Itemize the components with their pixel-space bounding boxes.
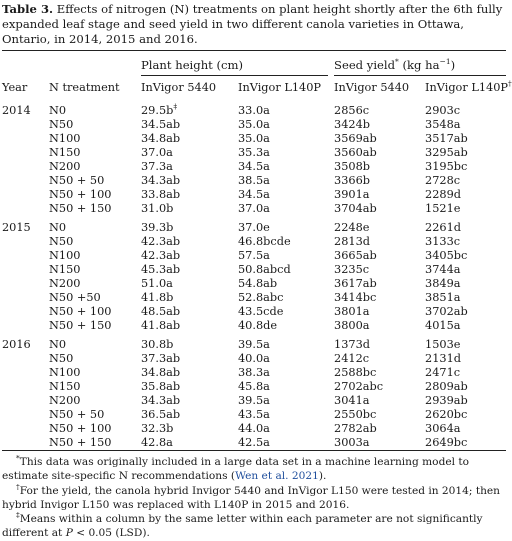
seed-yield-v1-cell: 2702abc <box>334 380 384 393</box>
plant-height-v1-cell: 34.8ab <box>141 132 181 145</box>
citation-link[interactable]: Wen et al. 2021 <box>235 470 319 483</box>
seed-yield-v2-cell: 3548a <box>425 118 461 131</box>
seed-yield-v1-cell: 3901a <box>334 188 370 201</box>
table-row <box>2 132 506 146</box>
plant-height-v1-cell: 36.5ab <box>141 408 181 421</box>
year-cell: 2015 <box>2 221 31 234</box>
n-treatment-cell: N200 <box>49 277 81 290</box>
plant-height-group-header: Plant height (cm) <box>141 51 334 78</box>
plant-height-v2-cell: 35.0a <box>238 132 270 145</box>
seed-yield-v2-cell: 2939ab <box>425 394 468 407</box>
plant-height-v2-cell: 33.0a <box>238 104 270 117</box>
seed-yield-v2-cell: 2903c <box>425 104 461 117</box>
group-header-row <box>2 51 506 78</box>
year-cell: 2016 <box>2 338 31 351</box>
seed-yield-v2-cell: 4015a <box>425 319 461 332</box>
table-row <box>2 291 506 305</box>
n-treatment-cell: N50 + 100 <box>49 305 112 318</box>
year-cell <box>2 366 49 380</box>
plant-height-v1-cell: 39.3b <box>141 221 174 234</box>
plant-height-v1-cell: 35.8ab <box>141 380 181 393</box>
table-row <box>2 366 506 380</box>
plant-height-v2-cell: 39.5a <box>238 394 270 407</box>
year-cell <box>2 118 49 132</box>
n-treatment-cell: N200 <box>49 160 81 173</box>
plant-height-v2-cell: 40.8de <box>238 319 278 332</box>
table-row <box>2 338 506 352</box>
n-treatment-cell: N100 <box>49 132 81 145</box>
plant-height-v1-cell: 37.3a <box>141 160 173 173</box>
n-treatment-cell: N150 <box>49 380 81 393</box>
seed-yield-v1-header: InVigor 5440 <box>334 81 410 94</box>
seed-yield-v1-cell: 2782ab <box>334 422 377 435</box>
seed-yield-v1-cell: 2550bc <box>334 408 377 421</box>
year-cell <box>2 291 49 305</box>
seed-yield-v2-cell: 2289d <box>425 188 461 201</box>
seed-yield-v1-cell: 2856c <box>334 104 370 117</box>
year-cell <box>2 146 49 160</box>
plant-height-v1-cell: 41.8b <box>141 291 174 304</box>
year-cell <box>2 202 49 216</box>
plant-height-v2-cell: 37.0a <box>238 202 270 215</box>
n-treatment-cell: N50 <box>49 352 74 365</box>
table-row <box>2 160 506 174</box>
seed-yield-v2-cell: 3195bc <box>425 160 468 173</box>
plant-height-v1-cell: 29.5b‡ <box>141 102 178 117</box>
year-cell <box>2 174 49 188</box>
plant-height-v2-cell: 38.3a <box>238 366 270 379</box>
year-cell <box>2 277 49 291</box>
n-treatment-cell: N0 <box>49 221 67 234</box>
table-row <box>2 394 506 408</box>
year-cell <box>2 319 49 333</box>
plant-height-v2-cell: 42.5a <box>238 436 334 451</box>
table-caption-text: Effects of nitrogen (N) treatments on plant height shortly after the 6th fully expanded leaf stage and seed yield in two different canola varieties in Ottawa, Ontario, in 2014, 2015 and 2016. <box>2 2 503 46</box>
seed-yield-v2-header: InVigor L140P† <box>425 79 512 94</box>
year-cell <box>2 352 49 366</box>
seed-yield-v1-cell: 3424b <box>334 118 370 131</box>
n-treatment-cell: N150 <box>49 146 81 159</box>
seed-yield-v1-cell: 3041a <box>334 394 370 407</box>
footnote-significance: ‡Means within a column by the same letter within each parameter are not significantly different at P < 0.05 (LSD). <box>2 510 483 540</box>
n-treatment-cell: N150 <box>49 263 81 276</box>
seed-yield-v2-cell: 2131d <box>425 352 461 365</box>
plant-height-v1-cell: 41.8ab <box>141 319 181 332</box>
n-treatment-cell: N0 <box>49 104 67 117</box>
table-row <box>2 408 506 422</box>
year-cell <box>2 422 49 436</box>
seed-yield-v1-cell: 2412c <box>334 352 370 365</box>
year-cell <box>2 263 49 277</box>
seed-yield-v2-cell: 1521e <box>425 202 461 215</box>
table-caption <box>2 2 506 47</box>
plant-height-v2-cell: 40.0a <box>238 352 270 365</box>
table-row <box>2 235 506 249</box>
plant-height-v2-cell: 43.5a <box>238 408 270 421</box>
seed-yield-group-header: Seed yield* (kg $ha^{-1}$) <box>334 51 506 78</box>
plant-height-v1-cell: 45.3ab <box>141 263 181 276</box>
table-row <box>2 380 506 394</box>
year-header: Year <box>2 81 28 94</box>
table-row <box>2 422 506 436</box>
n-treatment-cell: N50 <box>49 118 74 131</box>
table-body <box>2 99 506 451</box>
n-treatment-cell: N200 <box>49 394 81 407</box>
seed-yield-v1-cell: 3366b <box>334 174 370 187</box>
plant-height-v2-cell: 45.8a <box>238 380 270 393</box>
plant-height-v2-cell: 52.8abc <box>238 291 284 304</box>
n-treatment-cell: N0 <box>49 338 67 351</box>
seed-yield-v2-cell: 2620bc <box>425 408 468 421</box>
n-treatment-cell: N100 <box>49 249 81 262</box>
plant-height-v1-cell: 30.8b <box>141 338 174 351</box>
table-row <box>2 352 506 366</box>
plant-height-v1-cell: 51.0a <box>141 277 173 290</box>
seed-yield-v2-cell: 2728c <box>425 174 461 187</box>
plant-height-v1-cell: 34.8ab <box>141 366 181 379</box>
plant-height-v2-cell: 54.8ab <box>238 277 278 290</box>
plant-height-v1-cell: 42.8a <box>141 436 238 451</box>
seed-yield-v1-cell: 3235c <box>334 263 370 276</box>
table-row <box>2 104 506 118</box>
table-row <box>2 202 506 216</box>
results-table <box>2 50 512 451</box>
seed-yield-v1-cell: 3704ab <box>334 202 377 215</box>
n-treatment-cell: N50 +50 <box>49 291 101 304</box>
year-cell <box>2 132 49 146</box>
seed-yield-v2-cell: 3295ab <box>425 146 468 159</box>
table-row <box>2 263 506 277</box>
plant-height-v1-cell: 48.5ab <box>141 305 181 318</box>
seed-yield-v2-cell: 3851a <box>425 291 461 304</box>
seed-yield-v1-cell: 2813d <box>334 235 370 248</box>
n-treatment-cell: N50 <box>49 235 74 248</box>
plant-height-v2-cell: 35.0a <box>238 118 270 131</box>
table-row <box>2 174 506 188</box>
seed-yield-v2-cell: 1503e <box>425 338 461 351</box>
year-cell <box>2 305 49 319</box>
n-treatment-cell: N50 + 100 <box>49 422 112 435</box>
table-row <box>2 221 506 235</box>
seed-yield-v2-cell: 3744a <box>425 263 461 276</box>
year-cell <box>2 394 49 408</box>
seed-yield-v1-cell: 3414bc <box>334 291 377 304</box>
seed-yield-v2-cell: 3405bc <box>425 249 468 262</box>
seed-yield-v1-cell: 2248e <box>334 221 370 234</box>
seed-yield-v2-cell: 2809ab <box>425 380 468 393</box>
n-treatment-cell: N100 <box>49 366 81 379</box>
footnotes <box>2 455 506 541</box>
seed-yield-v1-cell: 3617ab <box>334 277 377 290</box>
column-header-row <box>2 77 506 99</box>
seed-yield-v2-cell: 3064a <box>425 422 461 435</box>
plant-height-v2-header: InVigor L140P <box>238 81 322 94</box>
table-row <box>2 436 506 451</box>
plant-height-v1-cell: 34.5ab <box>141 118 181 131</box>
seed-yield-v2-cell: 2261d <box>425 221 461 234</box>
plant-height-v2-cell: 39.5a <box>238 338 270 351</box>
plant-height-v2-cell: 34.5a <box>238 160 270 173</box>
footnote-data-source: *This data was originally included in a large data set in a machine learning model to estimate site-specific N recommendations (Wen et al. 2021). <box>2 453 470 483</box>
n-treatment-cell: N50 + 150 <box>49 319 112 332</box>
seed-yield-v1-cell: 3569ab <box>334 132 377 145</box>
seed-yield-v2-cell: 3849a <box>425 277 461 290</box>
n-treatment-cell: N50 + 150 <box>49 202 112 215</box>
n-treatment-cell: N50 + 50 <box>49 408 105 421</box>
seed-yield-v1-cell: 3665ab <box>334 249 377 262</box>
plant-height-v1-cell: 42.3ab <box>141 235 181 248</box>
year-cell <box>2 235 49 249</box>
n-treatment-cell: N50 + 150 <box>49 436 141 451</box>
seed-yield-v2-cell: 2471c <box>425 366 461 379</box>
plant-height-v1-header: InVigor 5440 <box>141 81 217 94</box>
year-cell <box>2 160 49 174</box>
table-row <box>2 118 506 132</box>
seed-yield-v1-cell: 3560ab <box>334 146 377 159</box>
table-row <box>2 188 506 202</box>
plant-height-v1-cell: 42.3ab <box>141 249 181 262</box>
seed-yield-v1-cell: 3508b <box>334 160 370 173</box>
plant-height-v2-cell: 57.5a <box>238 249 270 262</box>
plant-height-v1-cell: 33.8ab <box>141 188 181 201</box>
plant-height-v1-cell: 34.3ab <box>141 174 181 187</box>
table-row <box>2 319 506 333</box>
seed-yield-v1-cell: 3801a <box>334 305 370 318</box>
plant-height-v2-cell: 44.0a <box>238 422 270 435</box>
plant-height-v1-cell: 32.3b <box>141 422 174 435</box>
n-treatment-cell: N50 + 100 <box>49 188 112 201</box>
plant-height-v2-cell: 34.5a <box>238 188 270 201</box>
table-label: Table 3. <box>2 2 54 16</box>
plant-height-v2-cell: 43.5cde <box>238 305 284 318</box>
year-cell <box>2 380 49 394</box>
year-cell <box>2 408 49 422</box>
year-cell: 2014 <box>2 104 31 117</box>
year-cell <box>2 188 49 202</box>
year-cell <box>2 249 49 263</box>
plant-height-v2-cell: 35.3a <box>238 146 270 159</box>
plant-height-v2-cell: 38.5a <box>238 174 270 187</box>
seed-yield-v2-cell: 3702ab <box>425 305 468 318</box>
n-treatment-cell: N50 + 50 <box>49 174 105 187</box>
table-row <box>2 305 506 319</box>
plant-height-v1-cell: 31.0b <box>141 202 174 215</box>
plant-height-v1-cell: 34.3ab <box>141 394 181 407</box>
plant-height-v2-cell: 46.8bcde <box>238 235 291 248</box>
plant-height-v1-cell: 37.3ab <box>141 352 181 365</box>
seed-yield-v2-cell: 2649bc <box>425 436 506 451</box>
plant-height-v2-cell: 37.0e <box>238 221 270 234</box>
table-row <box>2 146 506 160</box>
seed-yield-v1-cell: 3003a <box>334 436 425 451</box>
table-row <box>2 277 506 291</box>
seed-yield-v2-cell: 3133c <box>425 235 461 248</box>
n-treatment-header: N treatment <box>49 81 120 94</box>
seed-yield-v1-cell: 3800a <box>334 319 370 332</box>
year-cell <box>2 436 49 451</box>
seed-yield-v1-cell: 1373d <box>334 338 370 351</box>
footnote-hybrid: †For the yield, the canola hybrid Invigor 5440 and InVigor L150 were tested in 2014; then hybrid Invigor L150 was replaced with L140P in 2015 and 2016. <box>2 482 501 511</box>
table-row <box>2 249 506 263</box>
plant-height-v1-cell: 37.0a <box>141 146 173 159</box>
seed-yield-v2-cell: 3517ab <box>425 132 468 145</box>
plant-height-v2-cell: 50.8abcd <box>238 263 291 276</box>
seed-yield-v1-cell: 2588bc <box>334 366 377 379</box>
